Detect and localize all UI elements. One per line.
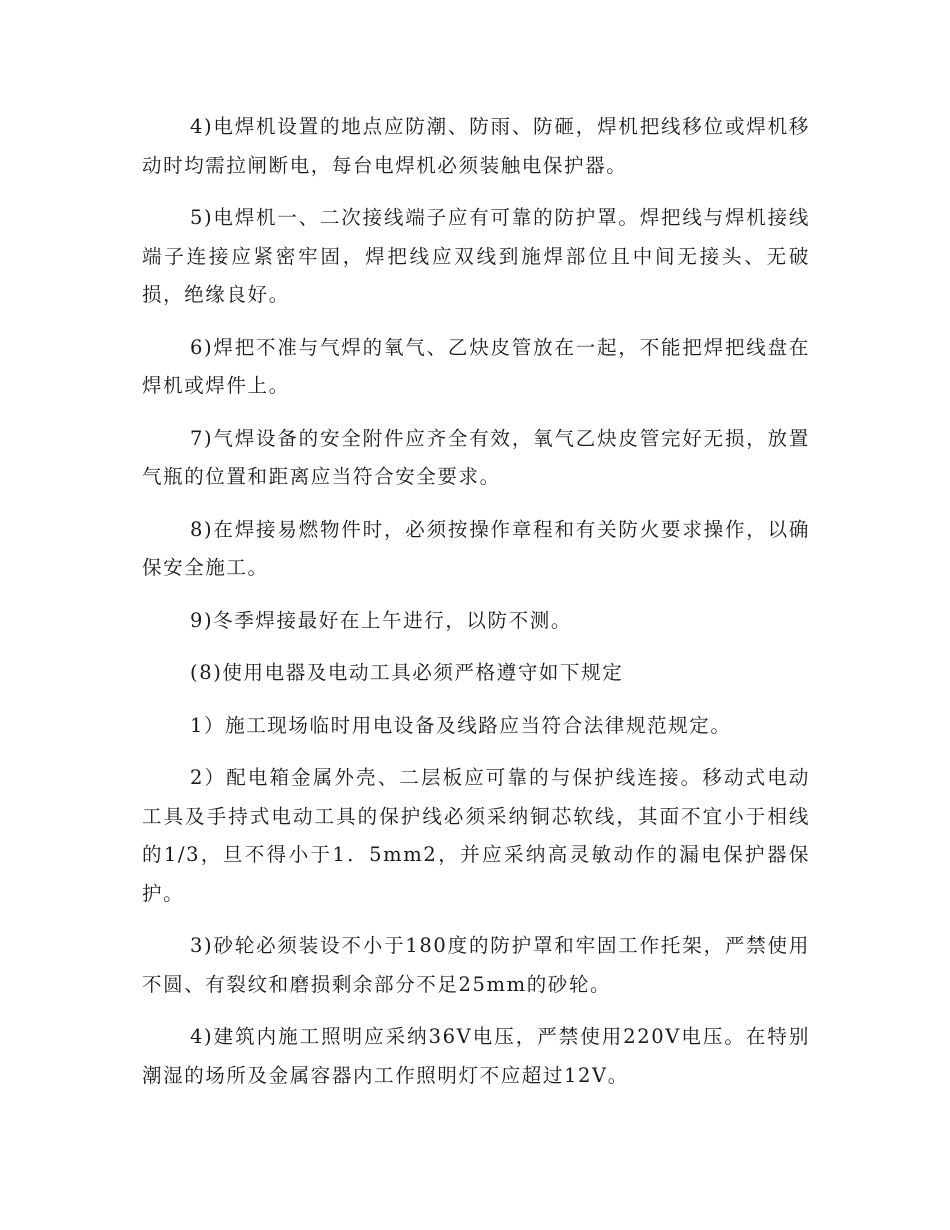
rule-item-2: 2）配电箱金属外壳、二层板应可靠的与保护线连接。移动式电动工具及手持式电动工具的保护线必须采纳铜芯软线，其面不宜小于相线的1/3，旦不得小于1．5mm2，并应采纳高灵敏动作的漏电保护器保护。	[142, 766, 810, 905]
section-heading-8: (8)使用电器及电动工具必须严格遵守如下规定	[190, 661, 624, 684]
rule-item-4: 4)建筑内施工照明应采纳36V电压，严禁使用220V电压。在特别潮湿的场所及金属容器内工作照明灯不应超过12V。	[142, 1025, 810, 1087]
paragraph-item-4: 4)电焊机设置的地点应防潮、防雨、防砸，焊机把线移位或焊机移动时均需拉闸断电，每台电焊机必须装触电保护器。	[142, 115, 810, 177]
paragraph-item-6: 6)焊把不准与气焊的氧气、乙炔皮管放在一起，不能把焊把线盘在焊机或焊件上。	[142, 335, 810, 397]
paragraph-item-5: 5)电焊机一、二次接线端子应有可靠的防护罩。焊把线与焊机接线端子连接应紧密牢固，焊把线应双线到施焊部位且中间无接头、无破损，绝缘良好。	[142, 206, 810, 306]
paragraph-item-8: 8)在焊接易燃物件时，必须按操作章程和有关防火要求操作，以确保安全施工。	[142, 517, 810, 579]
paragraph-item-7: 7)气焊设备的安全附件应齐全有效，氧气乙炔皮管完好无损，放置气瓶的位置和距离应当符合安全要求。	[142, 426, 810, 488]
rule-item-1: 1）施工现场临时用电设备及线路应当符合法律规范规定。	[190, 713, 732, 737]
paragraph-item-9: 9)冬季焊接最好在上午进行，以防不测。	[190, 608, 572, 632]
document-body	[142, 108, 810, 1109]
rule-item-3: 3)砂轮必须装设不小于180度的防护罩和牢固工作托架，严禁使用不圆、有裂纹和磨损剩余部分不足25mm的砂轮。	[142, 934, 810, 996]
